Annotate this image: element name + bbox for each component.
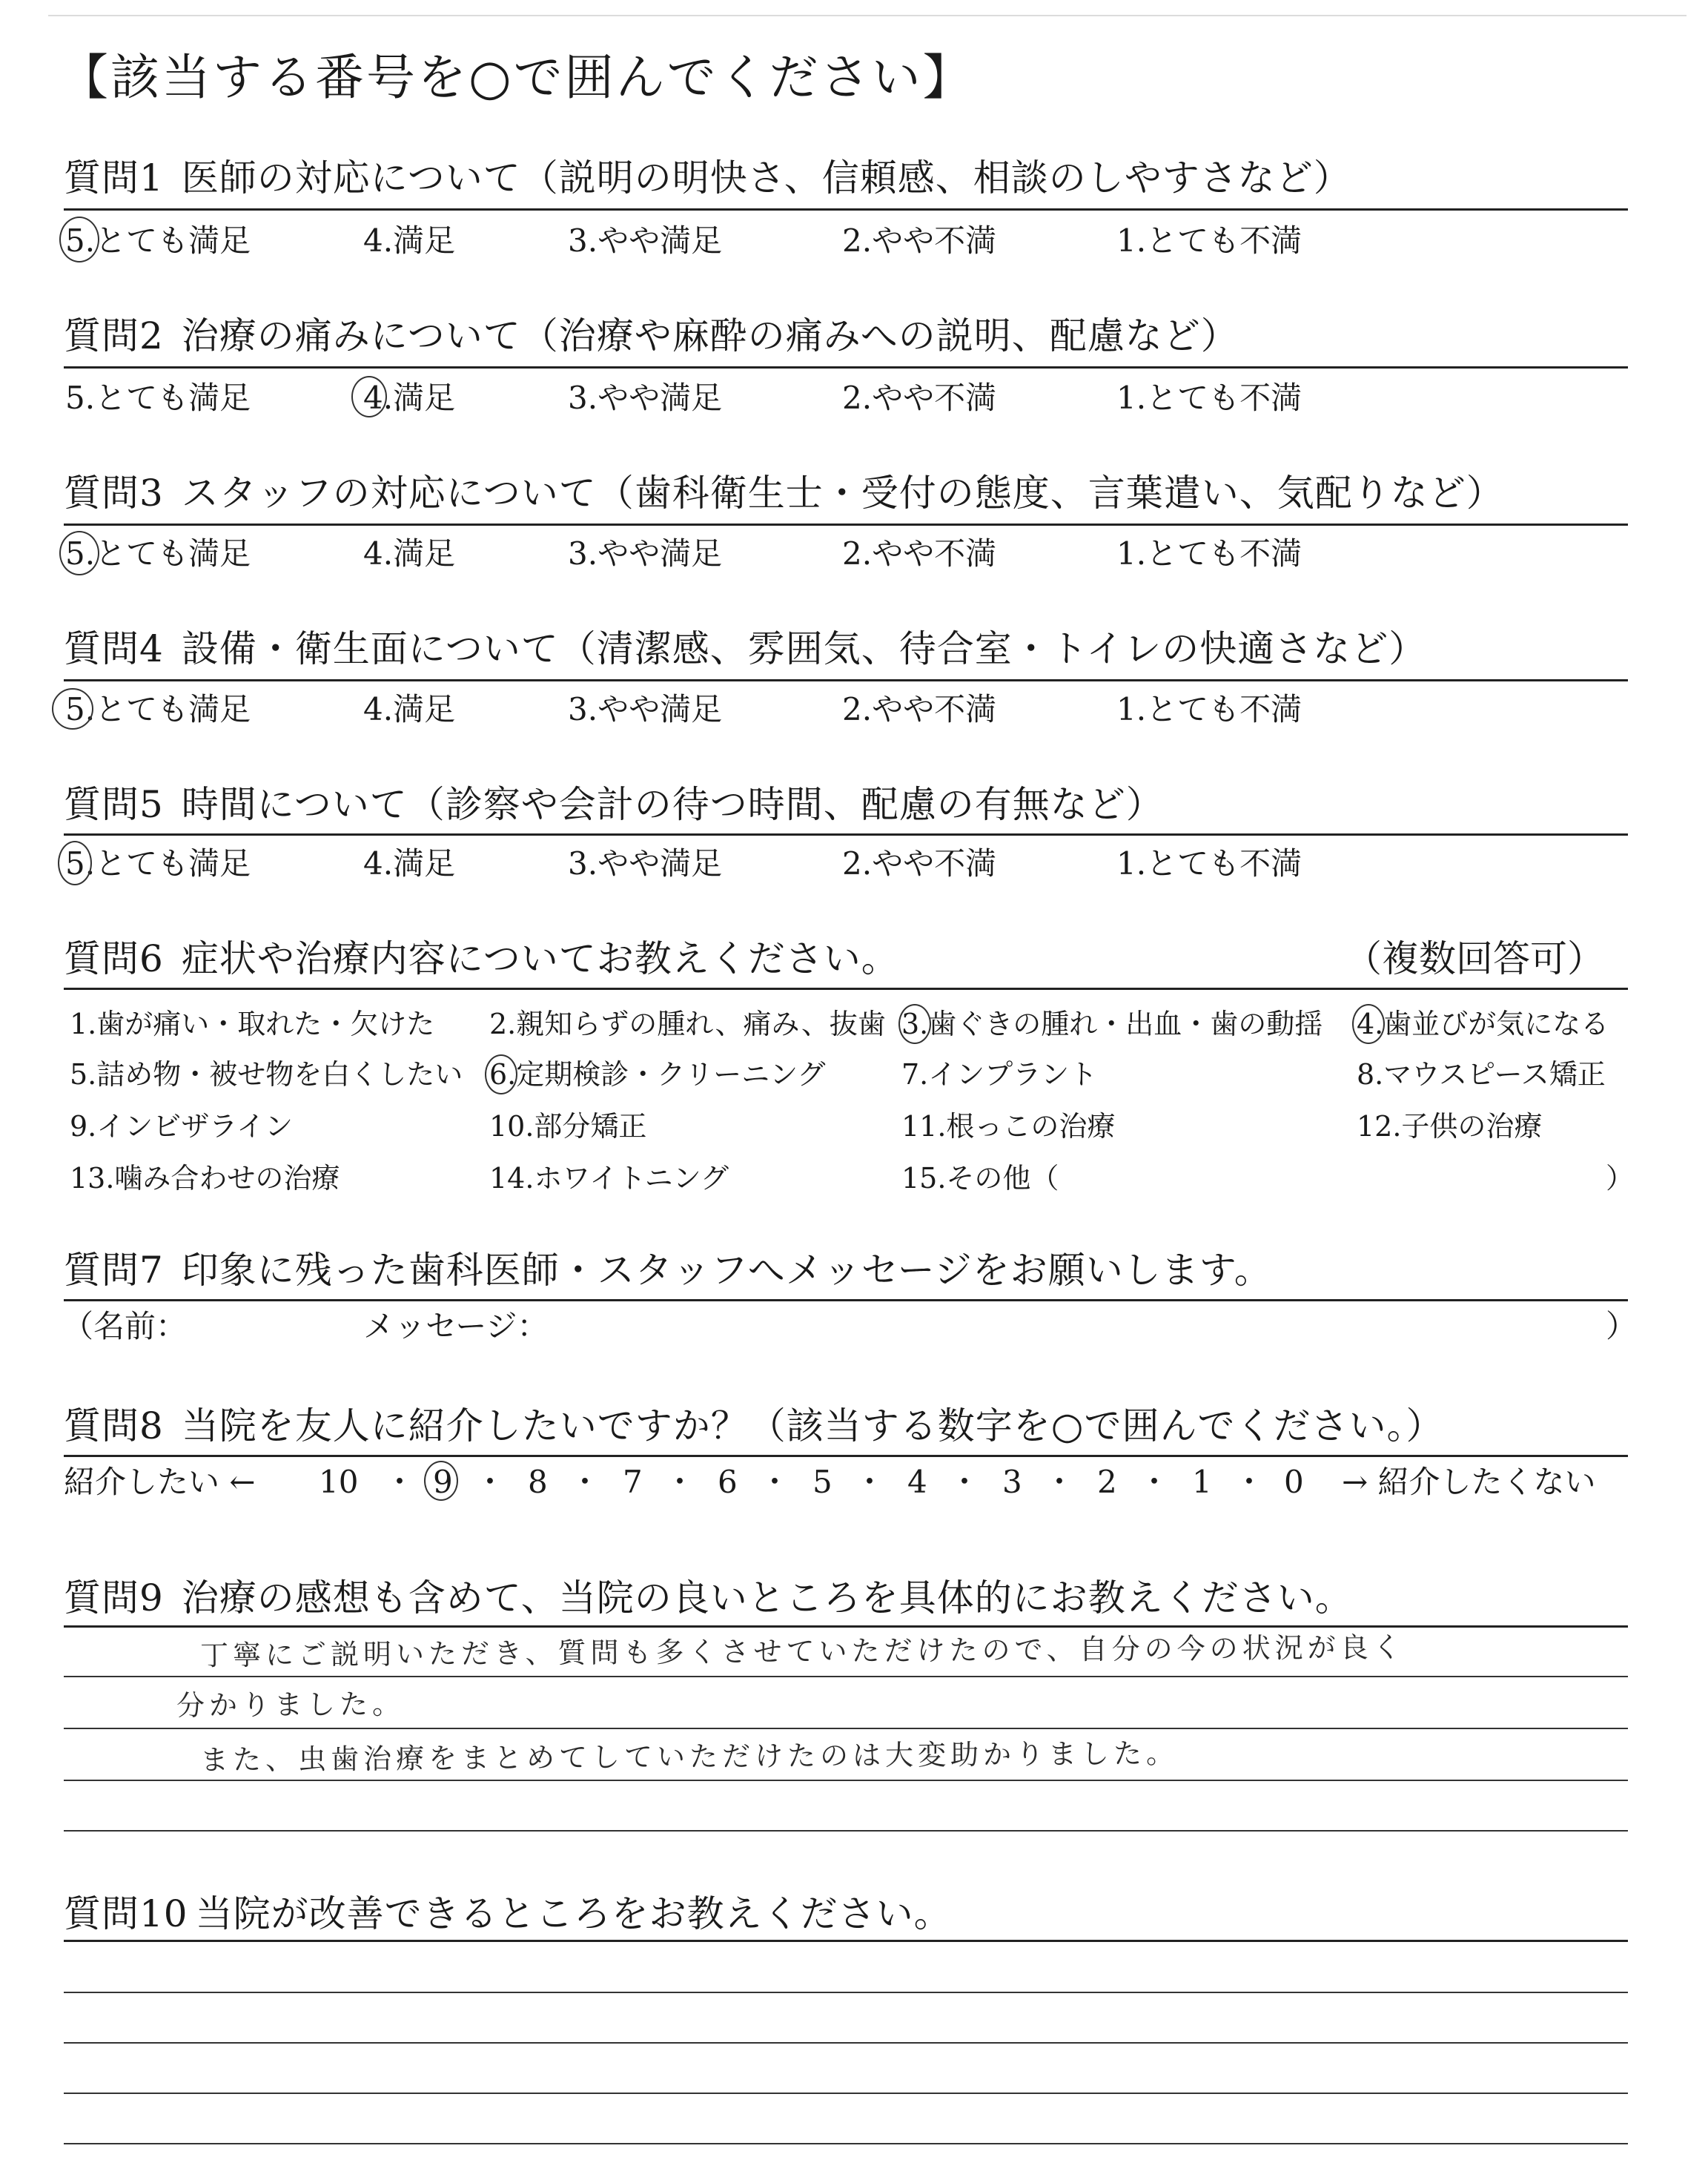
answer-line (64, 1992, 1628, 1993)
question-number: 質問4 (64, 627, 164, 670)
q3-option-2[interactable]: 2.やや不満 (842, 535, 997, 572)
question-number: 質問9 (64, 1576, 164, 1619)
q6-option-13[interactable]: 13.噛み合わせの治療 (70, 1162, 340, 1195)
question-text: 当院が改善できるところをお教えください。 (195, 1892, 952, 1935)
q1-option-2[interactable]: 2.やや不満 (842, 222, 997, 259)
q4-option-4[interactable]: 4.満足 (363, 691, 456, 727)
scale-separator: ・ (854, 1464, 886, 1500)
message-label[interactable]: メッセージ： (363, 1308, 549, 1344)
q3-option-4[interactable]: 4.満足 (363, 535, 456, 572)
q6-option-7[interactable]: 7.インプラント (901, 1058, 1098, 1091)
question-8-title (64, 1404, 1444, 1447)
scale-separator: ・ (949, 1464, 981, 1500)
question-text: 治療の痛みについて（治療や麻酔の痛みへの説明、配慮など） (181, 314, 1239, 357)
q5-option-1[interactable]: 1.とても不満 (1116, 845, 1302, 882)
scale-3[interactable]: 3 (1002, 1464, 1022, 1500)
scale-separator: ・ (569, 1464, 601, 1500)
question-number: 質問3 (64, 472, 164, 515)
scale-6[interactable]: 6 (718, 1464, 738, 1500)
scale-9[interactable]: 9 (433, 1464, 453, 1500)
q4-option-5[interactable]: 5.とても満足 (65, 691, 251, 727)
top-border (48, 15, 1687, 16)
question-text: 設備・衛生面について（清潔感、雰囲気、待合室・トイレの快適さなど） (181, 627, 1427, 670)
scale-separator: ・ (664, 1464, 696, 1500)
q6-selection-circle-3 (898, 1004, 931, 1044)
q6-other-close: ） (1606, 1162, 1635, 1195)
q1-option-3[interactable]: 3.やや満足 (568, 222, 723, 259)
q5-option-3[interactable]: 3.やや満足 (568, 845, 723, 882)
question-number: 質問7 (64, 1249, 164, 1292)
q6-selection-circle-4 (1352, 1004, 1385, 1044)
scale-2[interactable]: 2 (1097, 1464, 1117, 1500)
answer-line (64, 1830, 1628, 1832)
q4-option-3[interactable]: 3.やや満足 (568, 691, 723, 727)
question-text: スタッフの対応について（歯科衛生士・受付の態度、言葉遣い、気配りなど） (181, 472, 1504, 515)
q2-option-2[interactable]: 2.やや不満 (842, 380, 997, 416)
instruction-heading: 【該当する番号を○で囲んでください】 (59, 49, 974, 106)
q6-option-15[interactable]: 15.その他（ (901, 1162, 1059, 1195)
answer-line (64, 1676, 1628, 1677)
question-6-rule (64, 988, 1628, 990)
question-text: 症状や治療内容についてお教えください。 (181, 937, 899, 980)
question-1-rule (64, 208, 1628, 211)
question-8-rule (64, 1455, 1628, 1457)
scale-separator: ・ (384, 1464, 416, 1500)
question-3-title (64, 472, 1504, 515)
scale-0[interactable]: 0 (1284, 1464, 1304, 1500)
scale-separator: ・ (1044, 1464, 1076, 1500)
q5-option-5[interactable]: 5.とても満足 (65, 845, 251, 882)
q2-option-5[interactable]: 5.とても満足 (65, 380, 251, 416)
question-5-title (64, 783, 1164, 826)
q4-selection-circle (52, 688, 93, 730)
multiple-answers-note: （複数回答可） (1345, 937, 1604, 980)
q3-selection-circle (59, 531, 99, 575)
q6-option-2[interactable]: 2.親知らずの腫れ、痛み、抜歯 (489, 1008, 886, 1040)
q3-option-3[interactable]: 3.やや満足 (568, 535, 723, 572)
question-text: 当院を友人に紹介したいですか？（該当する数字を○で囲んでください。） (181, 1404, 1444, 1447)
scale-10[interactable]: 10 (319, 1464, 359, 1500)
question-5-rule (64, 833, 1628, 836)
question-4-title (64, 627, 1427, 670)
q6-option-9[interactable]: 9.インビザライン (70, 1110, 294, 1143)
q1-option-5[interactable]: 5.とても満足 (65, 222, 251, 259)
question-text: 医師の対応について（説明の明快さ、信頼感、相談のしやすさなど） (181, 156, 1351, 199)
question-number: 質問2 (64, 314, 164, 357)
q2-option-4[interactable]: 4.満足 (363, 380, 456, 416)
answer-line (64, 1728, 1628, 1729)
q8-selection-circle (424, 1461, 458, 1501)
scale-separator: ・ (1234, 1464, 1265, 1500)
scale-4[interactable]: 4 (907, 1464, 927, 1500)
scale-7[interactable]: 7 (623, 1464, 643, 1500)
question-number: 質問8 (64, 1404, 164, 1447)
q4-option-1[interactable]: 1.とても不満 (1116, 691, 1302, 727)
question-number: 質問1 (64, 156, 164, 199)
q4-option-2[interactable]: 2.やや不満 (842, 691, 997, 727)
question-6-title (64, 937, 899, 980)
question-4-rule (64, 679, 1628, 681)
question-2-rule (64, 366, 1628, 369)
question-text: 時間について（診察や会計の待つ時間、配慮の有無など） (181, 783, 1164, 826)
question-number: 質問5 (64, 783, 164, 826)
question-text: 治療の感想も含めて、当院の良いところを具体的にお教えください。 (181, 1576, 1353, 1619)
scale-8[interactable]: 8 (528, 1464, 548, 1500)
recommend-right-label: → 紹介したくない (1342, 1464, 1596, 1500)
q3-option-1[interactable]: 1.とても不満 (1116, 535, 1302, 572)
q6-option-8[interactable]: 8.マウスピース矯正 (1357, 1058, 1606, 1091)
question-number: 質問10 (64, 1892, 188, 1935)
question-number: 質問6 (64, 937, 164, 980)
q2-selection-circle (351, 376, 387, 417)
q6-option-14[interactable]: 14.ホワイトニング (489, 1162, 729, 1195)
q1-selection-circle (59, 217, 99, 262)
q6-option-3[interactable]: 3.歯ぐきの腫れ・出血・歯の動揺 (901, 1008, 1323, 1040)
handwritten-answer-line-3: また、虫歯治療をまとめてしていただけたのは大変助かりました。 (199, 1737, 1179, 1777)
q2-option-1[interactable]: 1.とても不満 (1116, 380, 1302, 416)
q2-option-3[interactable]: 3.やや満足 (568, 380, 723, 416)
scale-separator: ・ (759, 1464, 791, 1500)
handwritten-answer-line-2: 分かりました。 (176, 1687, 406, 1723)
q6-selection-circle-6 (485, 1054, 517, 1094)
q1-option-4[interactable]: 4.満足 (363, 222, 456, 259)
question-1-title (64, 156, 1351, 199)
question-text: 印象に残った歯科医師・スタッフへメッセージをお願いします。 (181, 1249, 1272, 1292)
recommend-left-label: 紹介したい ← (64, 1464, 256, 1500)
scale-separator: ・ (474, 1464, 506, 1500)
q5-selection-circle (58, 841, 92, 885)
q6-option-10[interactable]: 10.部分矯正 (489, 1110, 647, 1143)
q6-option-1[interactable]: 1.歯が痛い・取れた・欠けた (70, 1008, 435, 1040)
q6-option-12[interactable]: 12.子供の治療 (1357, 1110, 1543, 1143)
name-label[interactable]: （名前： (62, 1308, 188, 1344)
answer-line (64, 2093, 1628, 2094)
q6-option-4[interactable]: 4.歯並びが気になる (1357, 1008, 1609, 1040)
q1-option-1[interactable]: 1.とても不満 (1116, 222, 1302, 259)
q5-option-2[interactable]: 2.やや不満 (842, 845, 997, 882)
scale-separator: ・ (1139, 1464, 1171, 1500)
question-7-title (64, 1249, 1272, 1292)
question-9-title (64, 1576, 1353, 1619)
question-3-rule (64, 524, 1628, 526)
q7-close: ） (1606, 1308, 1638, 1344)
q3-option-5[interactable]: 5.とても満足 (65, 535, 251, 572)
answer-line (64, 1780, 1628, 1781)
question-10-title (64, 1892, 952, 1935)
question-9-rule (64, 1625, 1628, 1628)
answer-line (64, 2143, 1628, 2144)
q6-option-11[interactable]: 11.根っこの治療 (901, 1110, 1116, 1143)
question-2-title (64, 314, 1239, 357)
question-7-rule (64, 1299, 1628, 1301)
q5-option-4[interactable]: 4.満足 (363, 845, 456, 882)
handwritten-answer-line-1: 丁寧にご説明いただき、質問も多くさせていただけたので、自分の今の状況が良く (199, 1631, 1406, 1672)
question-10-rule (64, 1940, 1628, 1942)
scale-1[interactable]: 1 (1192, 1464, 1212, 1500)
q6-option-6[interactable]: 6.定期検診・クリーニング (489, 1058, 826, 1091)
q6-option-5[interactable]: 5.詰め物・被せ物を白くしたい (70, 1058, 463, 1091)
answer-line (64, 2042, 1628, 2044)
scale-5[interactable]: 5 (812, 1464, 833, 1500)
